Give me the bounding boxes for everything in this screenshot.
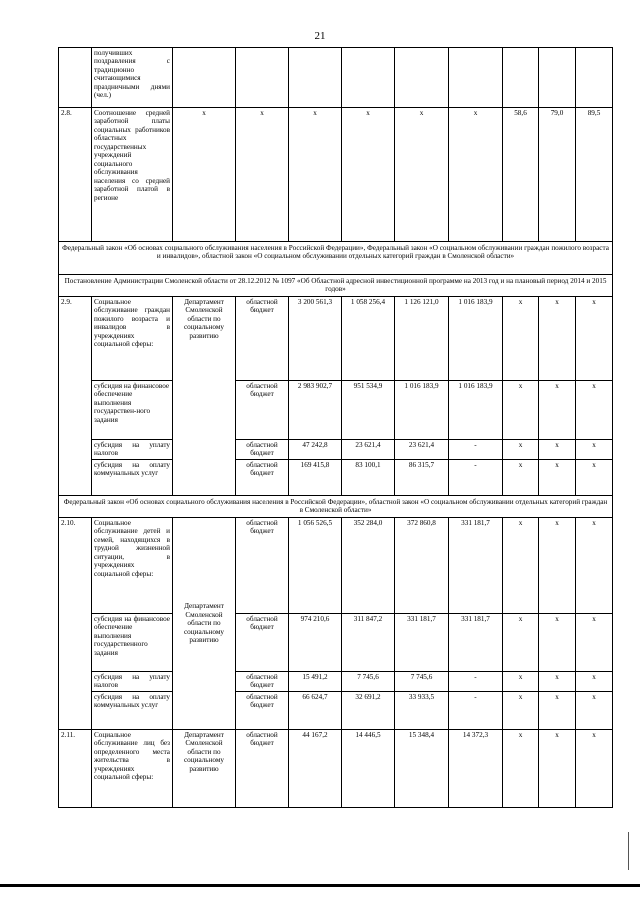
- cell-value: 7 745,6: [395, 671, 449, 691]
- cell-value: 311 847,2: [342, 613, 395, 671]
- table-row: [59, 671, 613, 691]
- cell-value: х: [236, 108, 289, 242]
- cell-value: х: [503, 459, 539, 495]
- cell-value: -: [449, 439, 503, 459]
- cell-value: 32 691,2: [342, 691, 395, 729]
- cell-value: 372 860,8: [395, 517, 449, 613]
- table-row: [59, 108, 613, 242]
- cell-description: Социальное обслуживание детей и семей, находящихся в трудной жизненной ситуации, в учреждениях социальной сферы:: [92, 517, 173, 613]
- cell-source: областной бюджет: [236, 439, 289, 459]
- cell-value: 169 415,8: [289, 459, 342, 495]
- cell-value: 47 242,8: [289, 439, 342, 459]
- cell-value: х: [395, 108, 449, 242]
- cell-value: 44 167,2: [289, 729, 342, 807]
- cell-value: х: [503, 613, 539, 671]
- program-table: [58, 47, 613, 808]
- cell-value: х: [503, 671, 539, 691]
- cell-num: 2.9.: [59, 296, 92, 495]
- cell-value: х: [576, 296, 613, 380]
- cell-value: х: [503, 517, 539, 613]
- table-row: [59, 296, 613, 380]
- cell-value: х: [503, 439, 539, 459]
- cell-department: Департамент Смоленской области по социальному развитию: [173, 729, 236, 807]
- cell-value: х: [539, 671, 576, 691]
- cell-value: 14 446,5: [342, 729, 395, 807]
- cell-description: субсидия на финансовое обеспечение выполнения государствен-ного задания: [92, 380, 173, 439]
- cell-source: областной бюджет: [236, 691, 289, 729]
- cell-value: х: [503, 729, 539, 807]
- cell-source: областной бюджет: [236, 729, 289, 807]
- cell-source: областной бюджет: [236, 517, 289, 613]
- scan-edge-mark: [628, 832, 629, 870]
- cell-value: 2 983 902,7: [289, 380, 342, 439]
- table-row: [59, 459, 613, 495]
- cell-value: х: [576, 380, 613, 439]
- cell-value: х: [503, 380, 539, 439]
- page-bottom-rule: [0, 884, 640, 887]
- table-row: [59, 495, 613, 517]
- cell-value: х: [576, 459, 613, 495]
- cell-value: 66 624,7: [289, 691, 342, 729]
- cell-value: -: [449, 671, 503, 691]
- cell-value: х: [289, 108, 342, 242]
- cell-source: областной бюджет: [236, 671, 289, 691]
- table-row: [59, 380, 613, 439]
- cell-department: Департамент Смоленской области по социальному развитию: [173, 296, 236, 495]
- cell-value: 58,6: [503, 108, 539, 242]
- cell-value: 331 181,7: [395, 613, 449, 671]
- cell-value: 89,5: [576, 108, 613, 242]
- cell-description: Социальное обслуживание лиц без определенного места жительства в учреждениях социальной сферы:: [92, 729, 173, 807]
- cell-department: Департамент Смоленской области по социальному развитию: [173, 517, 236, 729]
- cell-value: х: [503, 296, 539, 380]
- cell-value: -: [449, 459, 503, 495]
- cell-value: 33 933,5: [395, 691, 449, 729]
- cell-value: 15 491,2: [289, 671, 342, 691]
- cell-num: [59, 48, 92, 108]
- cell-value: х: [576, 439, 613, 459]
- law-basis: Федеральный закон «Об основах социального обслуживания населения в Российской Федерации», областной закон «О социальном обслуживании отдельных категорий граждан в Смоленской области»: [59, 495, 613, 517]
- cell-value: 974 210,6: [289, 613, 342, 671]
- table-row: [59, 691, 613, 729]
- cell-source: областной бюджет: [236, 459, 289, 495]
- cell-value: 86 315,7: [395, 459, 449, 495]
- cell-value: 83 100,1: [342, 459, 395, 495]
- cell-description: субсидия на оплату коммунальных услуг: [92, 459, 173, 495]
- cell-value: 14 372,3: [449, 729, 503, 807]
- cell-value: х: [576, 691, 613, 729]
- cell-value: 23 621,4: [342, 439, 395, 459]
- cell-value: х: [539, 613, 576, 671]
- cell-value: 7 745,6: [342, 671, 395, 691]
- cell-description: Соотношение средней заработной платы социальных работников областных государственных учреждений социального обслуживания населения со средней заработной платой в регионе: [92, 108, 173, 242]
- cell-source: областной бюджет: [236, 380, 289, 439]
- cell-value: 1 016 183,9: [395, 380, 449, 439]
- cell-value: х: [539, 517, 576, 613]
- cell-value: х: [173, 108, 236, 242]
- cell-value: 331 181,7: [449, 613, 503, 671]
- cell-value: 331 181,7: [449, 517, 503, 613]
- cell-value: х: [539, 439, 576, 459]
- cell-value: х: [539, 296, 576, 380]
- cell-value: 951 534,9: [342, 380, 395, 439]
- cell-value: 1 058 256,4: [342, 296, 395, 380]
- cell-value: х: [503, 691, 539, 729]
- table-row: [59, 439, 613, 459]
- law-basis: Федеральный закон «Об основах социального обслуживания населения в Российской Федерации», Федеральный закон «О социальном обслуживании граждан пожилого возраста и инвалидов», областной закон «О социальном обслуживании отдельных категорий граждан в Смоленской области»: [59, 242, 613, 275]
- cell-value: х: [576, 729, 613, 807]
- cell-value: 3 200 561,3: [289, 296, 342, 380]
- table-row: [59, 242, 613, 275]
- cell-value: х: [449, 108, 503, 242]
- table-row: [59, 517, 613, 613]
- page-number: 21: [314, 30, 326, 42]
- cell-num: 2.11.: [59, 729, 92, 807]
- table-row: [59, 613, 613, 671]
- cell-value: 79,0: [539, 108, 576, 242]
- cell-description: субсидия на уплату налогов: [92, 439, 173, 459]
- cell-value: х: [576, 517, 613, 613]
- cell-value: х: [539, 380, 576, 439]
- cell-num: 2.8.: [59, 108, 92, 242]
- cell-value: 15 348,4: [395, 729, 449, 807]
- cell-value: 1 126 121,0: [395, 296, 449, 380]
- cell-value: -: [449, 691, 503, 729]
- table-row: [59, 275, 613, 297]
- cell-description: Социальное обслуживание граждан пожилого возраста и инвалидов в учреждениях социальной сферы:: [92, 296, 173, 380]
- cell-value: 352 284,0: [342, 517, 395, 613]
- cell-value: 1 056 526,5: [289, 517, 342, 613]
- cell-description: субсидия на уплату налогов: [92, 671, 173, 691]
- cell-description: получивших поздравления с традиционно считающимися праздничными днями (чел.): [92, 48, 173, 108]
- cell-value: х: [539, 459, 576, 495]
- cell-value: 1 016 183,9: [449, 296, 503, 380]
- cell-value: х: [539, 691, 576, 729]
- cell-description: субсидия на оплату коммунальных услуг: [92, 691, 173, 729]
- table-row: [59, 729, 613, 807]
- cell-source: областной бюджет: [236, 613, 289, 671]
- resolution-basis: Постановление Администрации Смоленской области от 28.12.2012 № 1097 «Об Областной адресной инвестиционной программе на 2013 год и на плановый период 2014 и 2015 годов»: [59, 275, 613, 297]
- cell-value: х: [576, 671, 613, 691]
- cell-value: х: [342, 108, 395, 242]
- cell-value: 1 016 183,9: [449, 380, 503, 439]
- cell-num: 2.10.: [59, 517, 92, 729]
- table-row: [59, 48, 613, 108]
- cell-value: х: [539, 729, 576, 807]
- cell-source: областной бюджет: [236, 296, 289, 380]
- cell-value: х: [576, 613, 613, 671]
- cell-description: субсидия на финансовое обеспечение выполнения государственного задания: [92, 613, 173, 671]
- cell-value: 23 621,4: [395, 439, 449, 459]
